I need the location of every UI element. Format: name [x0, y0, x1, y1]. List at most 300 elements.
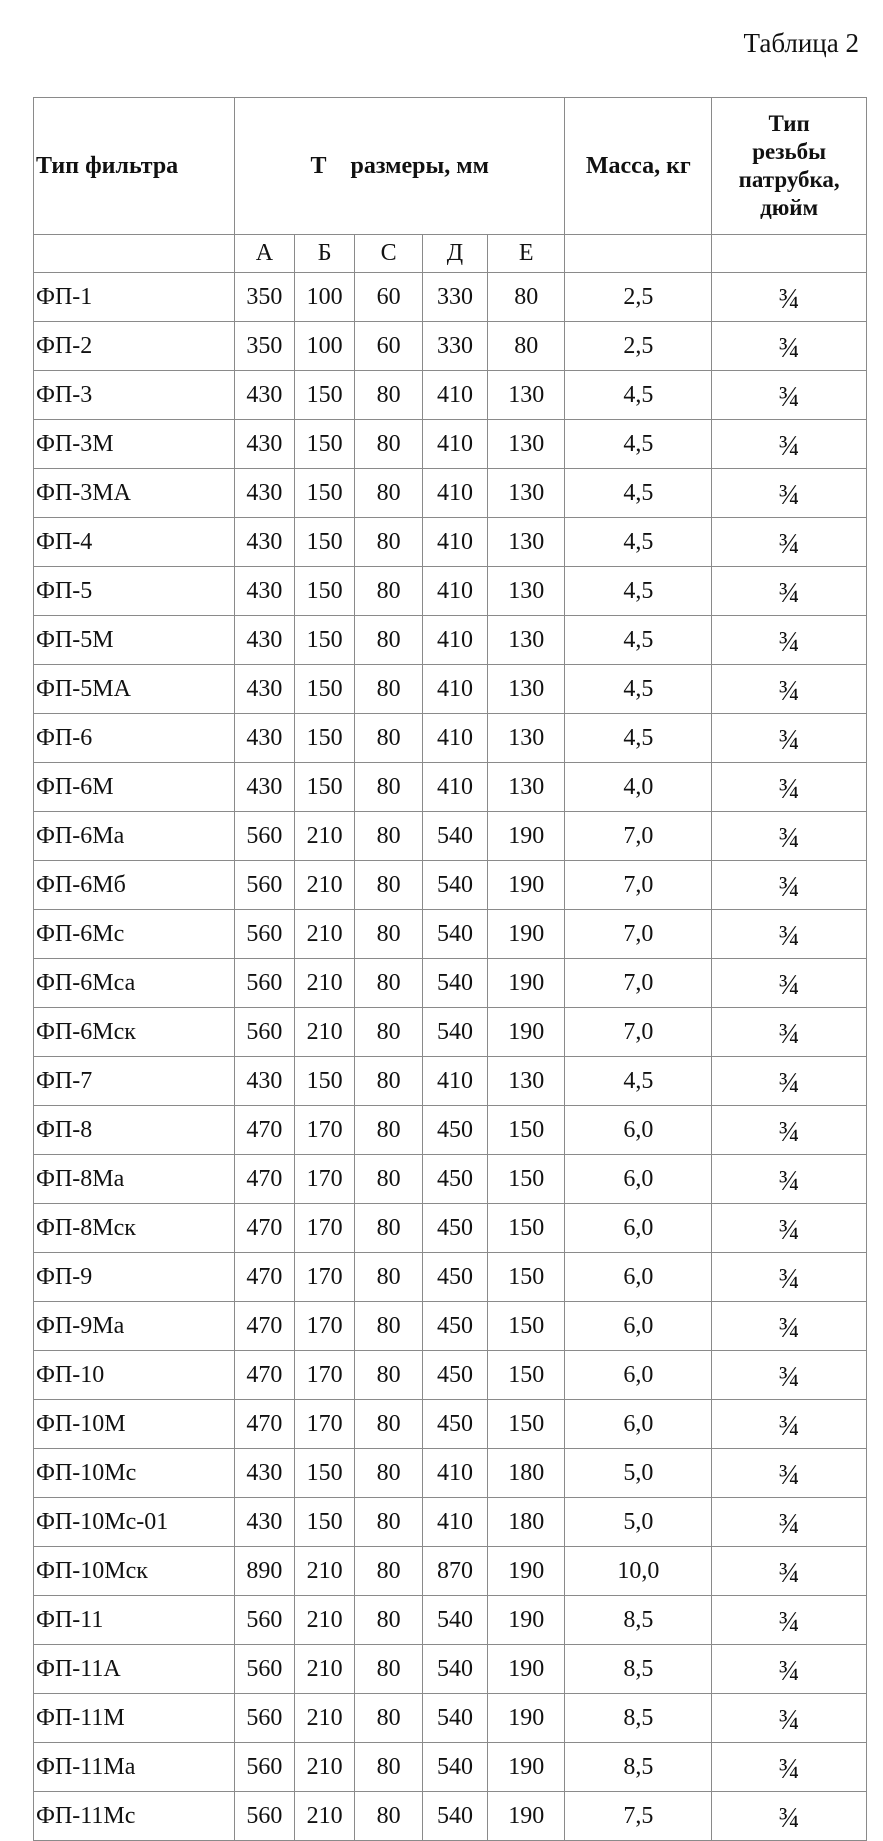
cell-thread: ¾ [712, 322, 867, 371]
header-thread-line: Тип [768, 110, 810, 136]
cell-filter-type: ФП-5МА [34, 665, 235, 714]
cell-dim-d: 410 [422, 1449, 487, 1498]
cell-dim-b: 210 [294, 812, 355, 861]
cell-thread: ¾ [712, 812, 867, 861]
cell-thread: ¾ [712, 518, 867, 567]
cell-dim-d: 410 [422, 567, 487, 616]
cell-mass: 8,5 [565, 1596, 712, 1645]
cell-filter-type: ФП-10Мс [34, 1449, 235, 1498]
table-row [34, 420, 867, 469]
cell-dim-c: 80 [355, 518, 422, 567]
header-dimensions: Т размеры, мм [235, 98, 565, 235]
subheader-d: Д [422, 235, 487, 273]
cell-mass: 4,5 [565, 616, 712, 665]
cell-filter-type: ФП-6Мс [34, 910, 235, 959]
cell-mass: 8,5 [565, 1645, 712, 1694]
cell-thread: ¾ [712, 1645, 867, 1694]
cell-mass: 6,0 [565, 1106, 712, 1155]
cell-dim-d: 330 [422, 322, 487, 371]
cell-dim-c: 80 [355, 1302, 422, 1351]
cell-dim-b: 150 [294, 567, 355, 616]
cell-dim-a: 560 [235, 812, 295, 861]
cell-mass: 4,5 [565, 469, 712, 518]
cell-dim-b: 150 [294, 714, 355, 763]
cell-dim-c: 80 [355, 1155, 422, 1204]
cell-dim-c: 80 [355, 567, 422, 616]
table-row [34, 1155, 867, 1204]
cell-dim-d: 450 [422, 1204, 487, 1253]
cell-dim-c: 80 [355, 1106, 422, 1155]
cell-dim-b: 210 [294, 1547, 355, 1596]
table-body [34, 273, 867, 1841]
cell-mass: 6,0 [565, 1400, 712, 1449]
cell-dim-e: 150 [488, 1253, 565, 1302]
table-row [34, 518, 867, 567]
table-row [34, 567, 867, 616]
cell-dim-b: 150 [294, 763, 355, 812]
cell-dim-c: 80 [355, 1694, 422, 1743]
cell-mass: 7,0 [565, 910, 712, 959]
cell-thread: ¾ [712, 1596, 867, 1645]
cell-thread: ¾ [712, 567, 867, 616]
cell-thread: ¾ [712, 420, 867, 469]
subheader-c: С [355, 235, 422, 273]
cell-dim-c: 80 [355, 1792, 422, 1841]
cell-filter-type: ФП-6 [34, 714, 235, 763]
filter-dimensions-table [33, 97, 867, 1841]
cell-dim-b: 210 [294, 1596, 355, 1645]
table-row [34, 1008, 867, 1057]
subheader-a: А [235, 235, 295, 273]
cell-dim-e: 130 [488, 518, 565, 567]
table-row [34, 616, 867, 665]
cell-dim-a: 430 [235, 1057, 295, 1106]
table-row [34, 371, 867, 420]
cell-filter-type: ФП-3МА [34, 469, 235, 518]
cell-filter-type: ФП-8Ма [34, 1155, 235, 1204]
table-row [34, 910, 867, 959]
cell-thread: ¾ [712, 273, 867, 322]
cell-dim-a: 470 [235, 1253, 295, 1302]
cell-dim-a: 430 [235, 763, 295, 812]
cell-mass: 6,0 [565, 1351, 712, 1400]
cell-dim-c: 80 [355, 1498, 422, 1547]
cell-mass: 6,0 [565, 1155, 712, 1204]
cell-dim-b: 210 [294, 1792, 355, 1841]
cell-thread: ¾ [712, 1302, 867, 1351]
cell-dim-e: 190 [488, 1645, 565, 1694]
cell-mass: 4,5 [565, 420, 712, 469]
cell-dim-e: 80 [488, 322, 565, 371]
cell-filter-type: ФП-6Мб [34, 861, 235, 910]
cell-dim-e: 150 [488, 1302, 565, 1351]
cell-dim-c: 80 [355, 420, 422, 469]
cell-dim-c: 80 [355, 861, 422, 910]
cell-dim-d: 450 [422, 1400, 487, 1449]
cell-thread: ¾ [712, 1204, 867, 1253]
cell-dim-a: 560 [235, 1596, 295, 1645]
cell-thread: ¾ [712, 1008, 867, 1057]
cell-dim-d: 410 [422, 420, 487, 469]
table-row [34, 1302, 867, 1351]
cell-filter-type: ФП-7 [34, 1057, 235, 1106]
cell-dim-e: 150 [488, 1155, 565, 1204]
table-row [34, 1596, 867, 1645]
cell-dim-e: 130 [488, 469, 565, 518]
cell-mass: 2,5 [565, 322, 712, 371]
cell-dim-a: 430 [235, 469, 295, 518]
cell-dim-c: 80 [355, 910, 422, 959]
cell-dim-d: 450 [422, 1302, 487, 1351]
cell-dim-b: 210 [294, 861, 355, 910]
table-row [34, 1547, 867, 1596]
cell-dim-a: 470 [235, 1302, 295, 1351]
cell-filter-type: ФП-11А [34, 1645, 235, 1694]
cell-dim-c: 60 [355, 322, 422, 371]
cell-dim-c: 80 [355, 616, 422, 665]
cell-dim-b: 150 [294, 1057, 355, 1106]
cell-dim-b: 170 [294, 1400, 355, 1449]
subheader-e: Е [488, 235, 565, 273]
cell-thread: ¾ [712, 1400, 867, 1449]
cell-thread: ¾ [712, 1547, 867, 1596]
cell-filter-type: ФП-5М [34, 616, 235, 665]
cell-dim-d: 410 [422, 714, 487, 763]
table-row [34, 665, 867, 714]
table-row [34, 1743, 867, 1792]
cell-dim-c: 80 [355, 1596, 422, 1645]
cell-dim-e: 150 [488, 1351, 565, 1400]
cell-dim-d: 870 [422, 1547, 487, 1596]
cell-dim-a: 560 [235, 1645, 295, 1694]
cell-filter-type: ФП-8 [34, 1106, 235, 1155]
cell-mass: 4,5 [565, 518, 712, 567]
cell-dim-b: 150 [294, 371, 355, 420]
cell-filter-type: ФП-11М [34, 1694, 235, 1743]
cell-mass: 7,0 [565, 861, 712, 910]
table-row [34, 1204, 867, 1253]
cell-filter-type: ФП-11Ма [34, 1743, 235, 1792]
table-row [34, 469, 867, 518]
table-row [34, 273, 867, 322]
cell-dim-d: 540 [422, 861, 487, 910]
cell-thread: ¾ [712, 1155, 867, 1204]
cell-dim-b: 150 [294, 1498, 355, 1547]
cell-dim-c: 80 [355, 1400, 422, 1449]
cell-dim-a: 560 [235, 959, 295, 1008]
cell-dim-b: 100 [294, 322, 355, 371]
cell-dim-d: 450 [422, 1155, 487, 1204]
cell-dim-c: 80 [355, 1253, 422, 1302]
cell-dim-b: 170 [294, 1302, 355, 1351]
table-row [34, 959, 867, 1008]
cell-dim-c: 80 [355, 1743, 422, 1792]
cell-dim-d: 330 [422, 273, 487, 322]
cell-thread: ¾ [712, 616, 867, 665]
cell-thread: ¾ [712, 1057, 867, 1106]
subheader-empty [565, 235, 712, 273]
cell-dim-e: 130 [488, 567, 565, 616]
cell-filter-type: ФП-6М [34, 763, 235, 812]
cell-dim-c: 60 [355, 273, 422, 322]
cell-dim-c: 80 [355, 1449, 422, 1498]
cell-mass: 4,5 [565, 567, 712, 616]
cell-mass: 2,5 [565, 273, 712, 322]
cell-dim-a: 560 [235, 861, 295, 910]
cell-dim-e: 130 [488, 420, 565, 469]
header-filter-type: Тип фильтра [34, 98, 235, 235]
cell-dim-a: 470 [235, 1351, 295, 1400]
cell-filter-type: ФП-10Мск [34, 1547, 235, 1596]
cell-thread: ¾ [712, 1106, 867, 1155]
cell-mass: 4,0 [565, 763, 712, 812]
cell-dim-e: 130 [488, 1057, 565, 1106]
cell-thread: ¾ [712, 469, 867, 518]
cell-dim-a: 470 [235, 1400, 295, 1449]
table-row [34, 1057, 867, 1106]
cell-dim-c: 80 [355, 763, 422, 812]
header-thread-line: патрубка, [738, 167, 840, 192]
cell-dim-c: 80 [355, 371, 422, 420]
cell-dim-b: 170 [294, 1106, 355, 1155]
cell-dim-a: 430 [235, 665, 295, 714]
cell-dim-d: 540 [422, 1743, 487, 1792]
cell-dim-a: 560 [235, 910, 295, 959]
cell-thread: ¾ [712, 1743, 867, 1792]
cell-mass: 4,5 [565, 371, 712, 420]
cell-dim-e: 180 [488, 1498, 565, 1547]
cell-dim-a: 430 [235, 1498, 295, 1547]
cell-filter-type: ФП-11Мс [34, 1792, 235, 1841]
cell-filter-type: ФП-11 [34, 1596, 235, 1645]
cell-dim-e: 190 [488, 910, 565, 959]
table-row [34, 1400, 867, 1449]
cell-thread: ¾ [712, 1792, 867, 1841]
cell-dim-b: 150 [294, 518, 355, 567]
cell-dim-c: 80 [355, 665, 422, 714]
header-thread-line: дюйм [760, 195, 819, 221]
cell-dim-a: 430 [235, 420, 295, 469]
cell-dim-b: 170 [294, 1155, 355, 1204]
cell-filter-type: ФП-6Мск [34, 1008, 235, 1057]
cell-filter-type: ФП-9 [34, 1253, 235, 1302]
cell-mass: 4,5 [565, 1057, 712, 1106]
cell-dim-e: 190 [488, 1547, 565, 1596]
header-mass: Масса, кг [565, 98, 712, 235]
cell-dim-b: 170 [294, 1253, 355, 1302]
cell-dim-d: 450 [422, 1351, 487, 1400]
cell-mass: 6,0 [565, 1204, 712, 1253]
cell-dim-a: 430 [235, 567, 295, 616]
cell-dim-e: 150 [488, 1400, 565, 1449]
table-row [34, 861, 867, 910]
table-row [34, 1449, 867, 1498]
cell-dim-e: 150 [488, 1204, 565, 1253]
table-row [34, 1498, 867, 1547]
cell-dim-e: 130 [488, 714, 565, 763]
cell-dim-c: 80 [355, 1351, 422, 1400]
cell-mass: 5,0 [565, 1449, 712, 1498]
cell-dim-b: 170 [294, 1351, 355, 1400]
cell-dim-c: 80 [355, 1204, 422, 1253]
cell-dim-a: 560 [235, 1008, 295, 1057]
cell-dim-b: 150 [294, 1449, 355, 1498]
table-row [34, 1694, 867, 1743]
cell-filter-type: ФП-1 [34, 273, 235, 322]
cell-dim-d: 410 [422, 665, 487, 714]
cell-dim-b: 150 [294, 469, 355, 518]
cell-dim-c: 80 [355, 812, 422, 861]
cell-dim-a: 430 [235, 616, 295, 665]
cell-dim-d: 540 [422, 1645, 487, 1694]
cell-dim-d: 450 [422, 1106, 487, 1155]
subheader-empty [712, 235, 867, 273]
header-thread-line: резьбы [752, 138, 827, 164]
cell-filter-type: ФП-2 [34, 322, 235, 371]
cell-dim-e: 190 [488, 1792, 565, 1841]
cell-dim-e: 130 [488, 763, 565, 812]
cell-dim-a: 560 [235, 1792, 295, 1841]
cell-dim-a: 470 [235, 1155, 295, 1204]
cell-dim-d: 540 [422, 959, 487, 1008]
cell-dim-b: 210 [294, 1008, 355, 1057]
cell-dim-a: 430 [235, 1449, 295, 1498]
cell-thread: ¾ [712, 1351, 867, 1400]
cell-dim-e: 130 [488, 371, 565, 420]
cell-filter-type: ФП-10Мс-01 [34, 1498, 235, 1547]
cell-dim-d: 410 [422, 518, 487, 567]
cell-dim-d: 410 [422, 371, 487, 420]
cell-filter-type: ФП-8Мск [34, 1204, 235, 1253]
table-caption: Таблица 2 [743, 28, 859, 58]
cell-dim-a: 430 [235, 714, 295, 763]
table-row [34, 812, 867, 861]
cell-thread: ¾ [712, 910, 867, 959]
cell-dim-b: 210 [294, 1645, 355, 1694]
cell-dim-d: 410 [422, 1498, 487, 1547]
cell-dim-c: 80 [355, 1008, 422, 1057]
table-row [34, 1645, 867, 1694]
cell-dim-b: 210 [294, 910, 355, 959]
cell-dim-e: 190 [488, 1694, 565, 1743]
cell-mass: 8,5 [565, 1743, 712, 1792]
cell-dim-d: 410 [422, 1057, 487, 1106]
cell-mass: 8,5 [565, 1694, 712, 1743]
cell-dim-b: 170 [294, 1204, 355, 1253]
cell-dim-c: 80 [355, 714, 422, 763]
cell-mass: 6,0 [565, 1302, 712, 1351]
cell-thread: ¾ [712, 665, 867, 714]
table-row [34, 1253, 867, 1302]
cell-dim-d: 410 [422, 469, 487, 518]
cell-dim-b: 150 [294, 420, 355, 469]
cell-dim-b: 150 [294, 616, 355, 665]
cell-dim-a: 430 [235, 518, 295, 567]
cell-filter-type: ФП-4 [34, 518, 235, 567]
cell-dim-e: 150 [488, 1106, 565, 1155]
cell-dim-a: 890 [235, 1547, 295, 1596]
cell-dim-b: 210 [294, 1694, 355, 1743]
subheader-row [34, 235, 867, 273]
cell-mass: 6,0 [565, 1253, 712, 1302]
cell-dim-c: 80 [355, 469, 422, 518]
cell-dim-d: 540 [422, 910, 487, 959]
cell-dim-a: 470 [235, 1204, 295, 1253]
table-row [34, 714, 867, 763]
cell-dim-e: 80 [488, 273, 565, 322]
table-row [34, 322, 867, 371]
cell-filter-type: ФП-10М [34, 1400, 235, 1449]
cell-dim-e: 130 [488, 665, 565, 714]
cell-filter-type: ФП-9Ма [34, 1302, 235, 1351]
cell-dim-d: 450 [422, 1253, 487, 1302]
cell-thread: ¾ [712, 1449, 867, 1498]
cell-dim-e: 180 [488, 1449, 565, 1498]
cell-dim-a: 470 [235, 1106, 295, 1155]
cell-dim-a: 560 [235, 1743, 295, 1792]
cell-mass: 7,0 [565, 959, 712, 1008]
cell-dim-e: 190 [488, 1596, 565, 1645]
cell-dim-c: 80 [355, 1057, 422, 1106]
table-row [34, 1792, 867, 1841]
cell-filter-type: ФП-3 [34, 371, 235, 420]
cell-dim-d: 540 [422, 1792, 487, 1841]
table-row [34, 763, 867, 812]
subheader-b: Б [294, 235, 355, 273]
cell-thread: ¾ [712, 1253, 867, 1302]
cell-dim-b: 210 [294, 1743, 355, 1792]
cell-thread: ¾ [712, 714, 867, 763]
cell-dim-e: 190 [488, 1008, 565, 1057]
cell-dim-d: 540 [422, 1008, 487, 1057]
cell-dim-d: 410 [422, 616, 487, 665]
cell-thread: ¾ [712, 1694, 867, 1743]
cell-mass: 10,0 [565, 1547, 712, 1596]
header-thread-type [712, 98, 867, 235]
cell-dim-a: 430 [235, 371, 295, 420]
cell-dim-c: 80 [355, 1547, 422, 1596]
cell-filter-type: ФП-10 [34, 1351, 235, 1400]
cell-dim-a: 350 [235, 322, 295, 371]
cell-dim-e: 190 [488, 959, 565, 1008]
cell-dim-e: 190 [488, 812, 565, 861]
cell-thread: ¾ [712, 371, 867, 420]
cell-mass: 5,0 [565, 1498, 712, 1547]
cell-dim-b: 150 [294, 665, 355, 714]
cell-filter-type: ФП-5 [34, 567, 235, 616]
table-row [34, 1106, 867, 1155]
cell-dim-d: 540 [422, 1694, 487, 1743]
cell-mass: 7,0 [565, 1008, 712, 1057]
cell-dim-e: 130 [488, 616, 565, 665]
cell-mass: 7,5 [565, 1792, 712, 1841]
cell-dim-a: 350 [235, 273, 295, 322]
cell-dim-d: 540 [422, 1596, 487, 1645]
table-row [34, 1351, 867, 1400]
cell-dim-c: 80 [355, 1645, 422, 1694]
cell-filter-type: ФП-6Мса [34, 959, 235, 1008]
cell-dim-b: 210 [294, 959, 355, 1008]
subheader-empty [34, 235, 235, 273]
cell-dim-a: 560 [235, 1694, 295, 1743]
cell-dim-d: 410 [422, 763, 487, 812]
cell-dim-c: 80 [355, 959, 422, 1008]
cell-filter-type: ФП-3М [34, 420, 235, 469]
cell-dim-b: 100 [294, 273, 355, 322]
cell-dim-e: 190 [488, 861, 565, 910]
cell-dim-e: 190 [488, 1743, 565, 1792]
cell-thread: ¾ [712, 763, 867, 812]
